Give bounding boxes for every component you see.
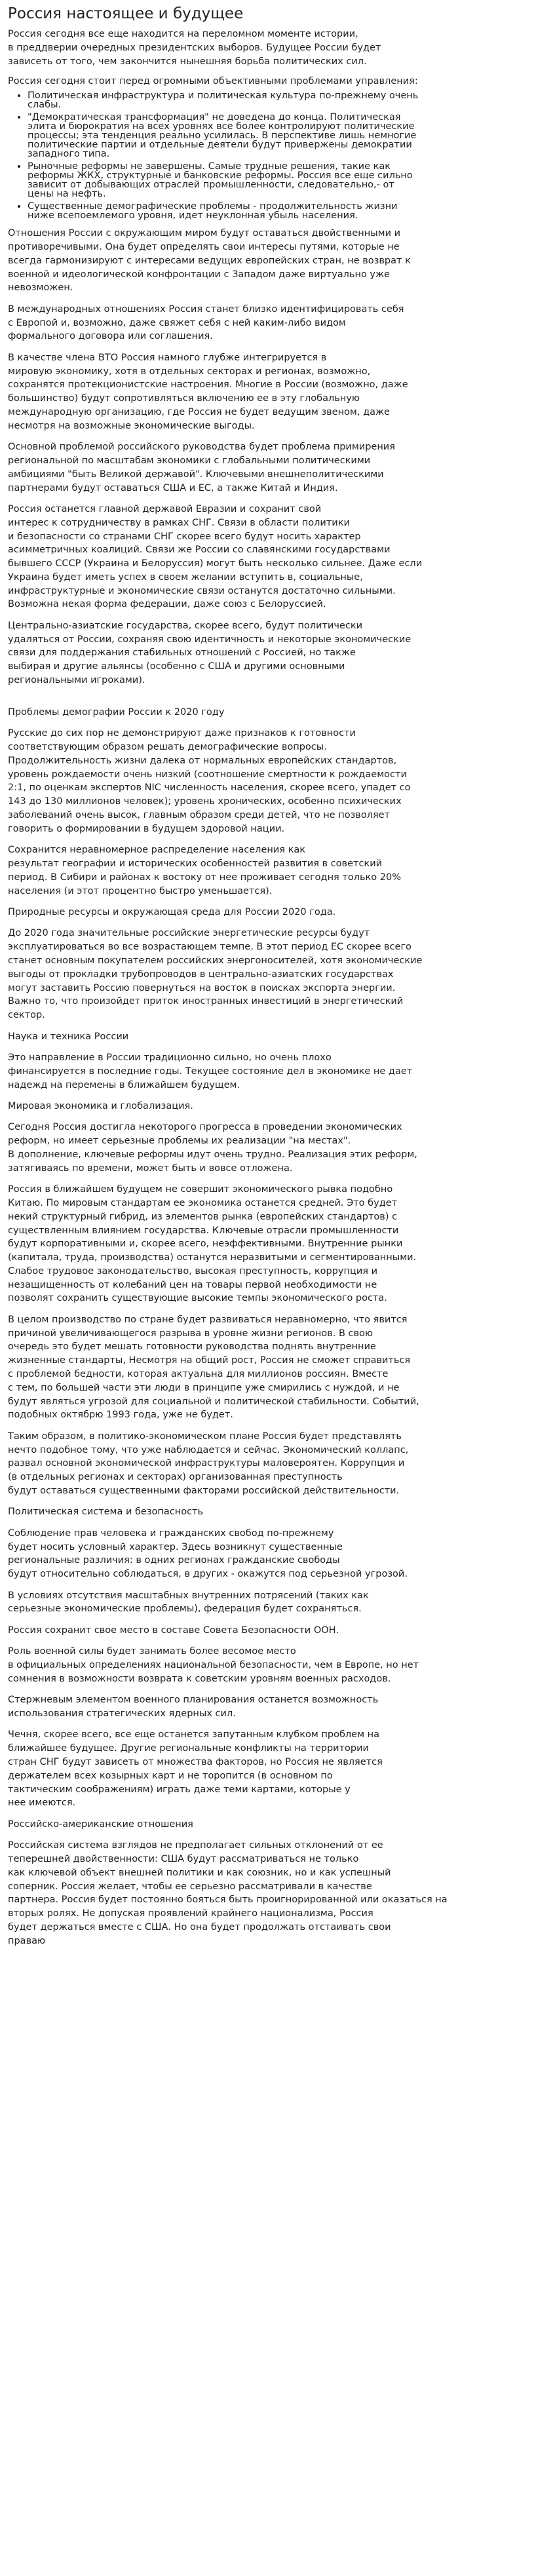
paragraph-military-role: Роль военной силы будет занимать более весомое место в официальных определениях национальной безопасности, чем в Европе, но нет сомнения в возможности возврата к советским уровням военных расходов. <box>8 1646 419 1684</box>
paragraph-political-economic-plan: Таким образом, в политико-экономическом плане Россия будет представлять нечто подобное тому, что уже наблюдается и сейчас. Экономический коллапс, развал основной экономической инфраструктуры маловероятен. Коррупция и (в отдельных регионах и секторах) организованная преступность будут оставаться существенными факторами российской действительности. <box>8 1431 409 1497</box>
paragraph-nuclear: Стержневым элементом военного планирования останется возможность использования стратегических ядерных сил. <box>8 1695 379 1719</box>
problem-item: • Политическая инфраструктура и политическая культура по-прежнему очень слабы. <box>28 91 548 109</box>
section-heading-politics: Политическая система и безопасность <box>8 1507 204 1518</box>
section-heading-science: Наука и техника России <box>8 1031 129 1042</box>
paragraph-external-relations: Отношения России с окружающим миром будут оставаться двойственными и противоречивыми. Она будет определять свои интересы путями, которые не всегда гармонизируют с интересами ведущих европейских стран, не возврат к военной и идеологической конфронтации с Западом даже виртуально уже невозможен. <box>8 228 411 294</box>
paragraph-reforms: Сегодня Россия достигла некоторого прогресса в проведении экономических реформ, но имеет серьезные проблемы их реализации "на местах". В дополнение, ключевые реформы идут очень трудно. Реализация этих реформ, затягиваясь по времени, может быть и вовсе отложена. <box>8 1122 417 1174</box>
problems-list <box>8 91 548 220</box>
paragraph-main-problem: Основной проблемой российского руководства будет проблема примирения региональной по масштабам экономики с глобальными политическими амбициями "быть Великой державой". Ключевыми внешнеполитическими партнерами будут оставаться США и ЕС, а также Китай и Индия. <box>8 442 395 493</box>
paragraph-federation: В условиях отсутствия масштабных внутренних потрясений (таких как серьезные экономические проблемы), федерация будет сохраняться. <box>8 1590 369 1615</box>
paragraph-us-relations: Российская система взглядов не предполагает сильных отклонений от ее теперешней двойственности: США будут рассматриваться не только как ключевой объект внешней политики и как союзник, но и как успешный соперник. Россия желает, чтобы ее серьезно рассматривали в качестве партнера. Россия будет постоянно бояться быть проигнорированной или оказаться на вторых ролях. Не допуская проявлений крайнего национализма, Россия будет держаться вместе с США. Но она будет продолжать отстаивать свои праваю <box>8 1840 448 1946</box>
paragraph-chechnya: Чечня, скорее всего, все еще останется запутанным клубком проблем на ближайшее будущее. Другие региональные конфликты на территории стран СНГ будут зависеть от множества факторов, но Россия не является держателем всех козырных карт и не торопится (в основном по тактическим соображениям) играть даже теми картами, которые у нее имеются. <box>8 1729 383 1809</box>
section-heading-resources: Природные ресурсы и окружающая среда для России 2020 года. <box>8 907 336 917</box>
problem-item: • "Демократическая трансформация" не доведена до конца. Политическая элита и бюрократия на всех уровнях все более контролируют политические процессы; эта тенденция реально усилилась. В перспективе лишь немногие политические партии и отдельные деятели будут привержены демократии западного типа. <box>28 113 548 159</box>
paragraph-inequality: В целом производство по стране будет развиваться неравномерно, что явится причиной увеличивающегося разрыва в уровне жизни регионов. В свою очередь это будет мешать готовности руководства поднять внутренние жизненные стандарты, Несмотря на общий рост, Россия не сможет справиться с проблемой бедности, которая актуальна для миллионов россиян. Вместе с тем, по большей части эти люди в принципе уже смирились с нуждой, и не будут являться угрозой для социальной и политической стабильности. Событий, подобных октябрю 1993 года, уже не будет. <box>8 1314 419 1421</box>
paragraph-eurasia: Россия останется главной державой Евразии и сохранит свой интерес к сотрудничеству в рамках СНГ. Связи в области политики и безопасности со странами СНГ скорее всего будут носить характер асимметричных коалиций. Связи же России со славянскими государствами бывшего СССР (Украина и Белоруссия) могут быть несколько сильнее. Даже если Украина будет иметь успех в своем желании вступить в, социальные, инфраструктурные и экономические связи останутся достаточно сильными. Возможна некая форма федерации, даже союз с Белоруссией. <box>8 503 423 610</box>
paragraph-human-rights: Соблюдение прав человека и гражданских свобод по-прежнему будет носить условный характер. Здесь возникнут существенные региональные различия: в одних регионах гражданские свободы будут относительно соблюдаться, в других - окажутся под серьезной угрозой. <box>8 1528 408 1580</box>
paragraph-resources: До 2020 года значительные российские энергетические ресурсы будут эксплуатироваться во все возрастающем темпе. В этот период ЕС скорее всего станет основным покупателем российских энергоносителей, хотя экономические выгоды от прокладки трубопроводов в центрально-азиатских государствах могут заставить Россию повернуться на восток в поисках экспорта энергии. Важно то, что произойдет приток иностранных инвестиций в энергетический сектор. <box>8 928 423 1021</box>
paragraph-demography: Русские до сих пор не демонстрируют даже признаков к готовности соответствующим образом решать демографические вопросы. Продолжительность жизни далека от нормальных европейских стандартов, уровень рождаемости очень низкий (соотношение смертности к рождаемости 2:1, по оценкам экспертов NIC численность населения, скорее всего, упадет со 143 до 130 миллионов человек); уровень хронических, особенно психических заболеваний очень высок, главным образом среди детей, что не позволяет говорить о формировании в будущем здоровой нации. <box>8 728 411 834</box>
intro-paragraph: Россия сегодня все еще находится на переломном моменте истории, в преддверии очередных президентских выборов. Будущее России будет зависеть от того, чем закончится нынешняя борьба политических сил. <box>8 29 381 67</box>
paragraph-economic-leap: Россия в ближайшем будущем не совершит экономического рывка подобно Китаю. По мировым стандартам ее экономика останется средней. Это будет некий структурный гибрид, из элементов рынка (европейских стандартов) с существленным влиянием государства. Ключевые отрасли промышленности будут корпоративными и, скорее всего, неэффективными. Внутренние рынки (капитала, труда, производства) останутся неразвитыми и сегментированными. Слабое трудовое законодательство, высокая преступность, коррупция и незащищенность от колебаний цен на товары первой необходимости не позволят сохранить существующие высокие темпы экономического роста. <box>8 1184 417 1304</box>
problem-item: • Рыночные реформы не завершены. Самые трудные решения, такие как реформы ЖКХ, структурные и банковские реформы. Россия все еще сильно зависит от добывающих отраслей промышленности, следовательно,- от цены на нефть. <box>28 162 548 199</box>
page-title: Россия настоящее и будущее <box>8 5 244 22</box>
section-heading-economy: Мировая экономика и глобализация. <box>8 1100 193 1111</box>
section-heading-us-relations: Российско-американские отношения <box>8 1818 193 1830</box>
problems-intro: Россия сегодня стоит перед огромными объективными проблемами управления: <box>8 76 418 87</box>
section-heading-demography: Проблемы демографии России к 2020 году <box>8 706 225 718</box>
article-body <box>8 28 548 1948</box>
paragraph-central-asia: Центрально-азиатские государства, скорее всего, будут политически удаляться от России, сохраняя свою идентичность и некоторые экономические связи для поддержания стабильных отношений с Россией, но также выбирая и другие альянсы (особенно с США и другими основными региональными игроками). <box>8 620 411 686</box>
paragraph-wto: В качестве члена ВТО Россия намного глубже интегрируется в мировую экономику, хотя в отдельных секторах и регионах, возможно, сохранятся протекционистские настроения. Многие в России (возможно, даже большинство) будут сопротивляться включению ее в эту глобальную международную организацию, где Россия не будет ведущим звеном, даже несмотря на возможные экономические выгоды. <box>8 352 408 431</box>
paragraph-un-security-council: Россия сохранит свое место в составе Совета Безопасности ООН. <box>8 1624 339 1636</box>
paragraph-international-identity: В международных отношениях Россия станет близко идентифицировать себя с Европой и, возможно, даже свяжет себя с ней каким-либо видом формального договора или соглашения. <box>8 303 404 342</box>
problem-item: • Существенные демографические проблемы - продолжительность жизни ниже всепоемлемого уровня, идет неуклонная убыль населения. <box>28 202 548 220</box>
article-paragraphs <box>8 227 548 1948</box>
paragraph-science: Это направление в России традиционно сильно, но очень плохо финансируется в последние годы. Текущее состояние дел в экономике не дает надежд на перемены в ближайшем будущем. <box>8 1052 413 1090</box>
paragraph-geography: Сохранится неравномерное распределение населения как результат географии и исторических особенностей развития в советский период. В Сибири и районах к востоку от нее проживает сегодня только 20% населения (и этот процентно быстро уменьшается). <box>8 845 401 896</box>
